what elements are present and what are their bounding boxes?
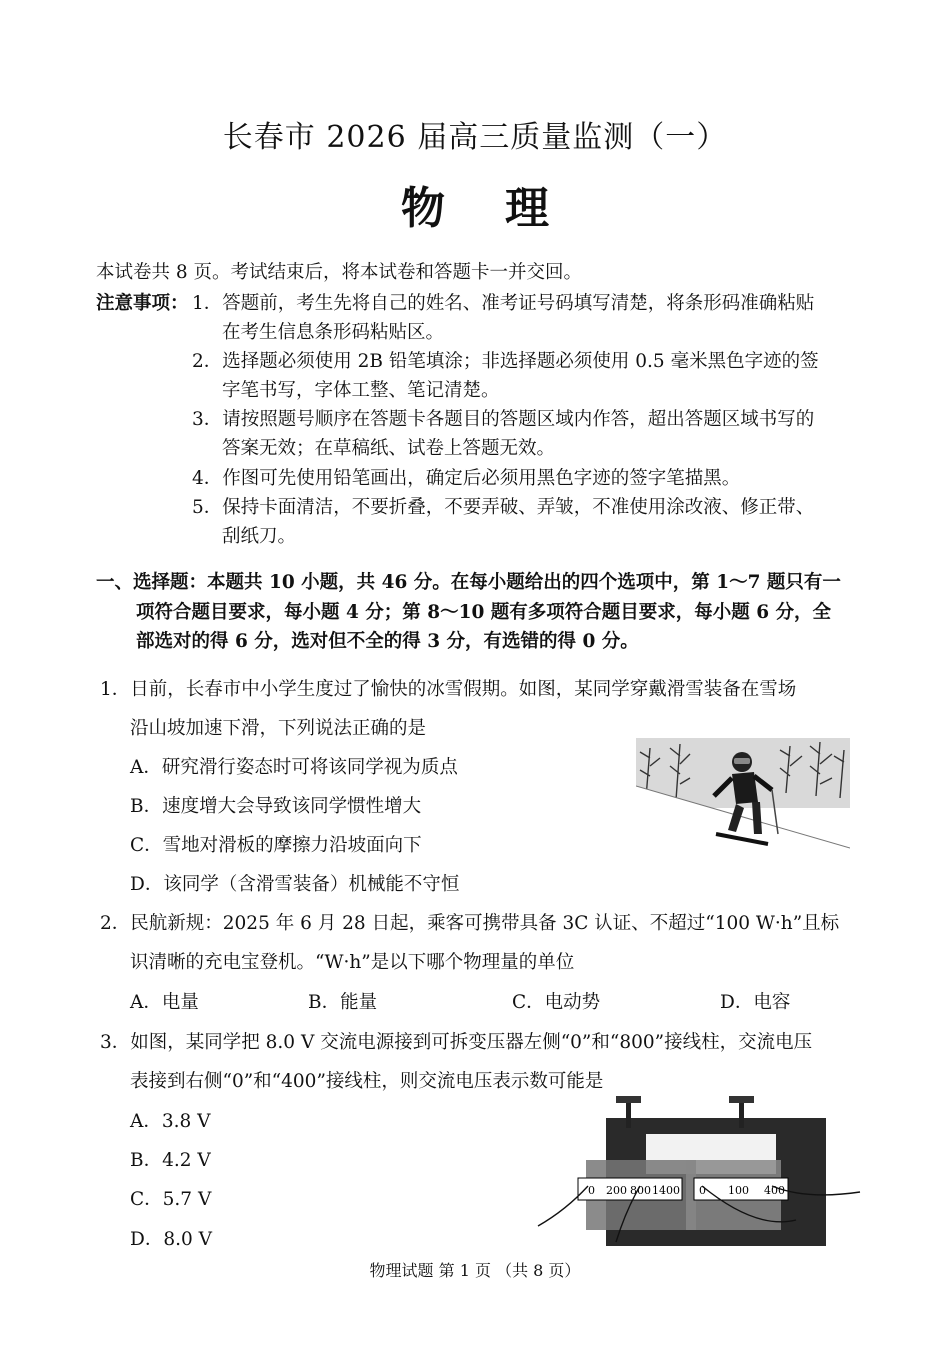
q1-option-b: B．速度增大会导致该同学惯性增大 [130,796,422,817]
left-terminal-1400: 1400 [652,1184,680,1197]
section1-line-3: 部选对的得 6 分，选对但不全的得 3 分，有选错的得 0 分。 [136,631,639,652]
subject-title: 物理 [401,183,609,234]
left-terminal-800: 800 [630,1184,651,1197]
notice-item-4-line-1: 4．作图可先使用铅笔画出，确定后必须用黑色字迹的签字笔描黑。 [192,468,741,489]
page-title: 长春市 2026 届高三质量监测（一） [222,120,728,155]
q1-stem-line-1: 1．日前，长春市中小学生度过了愉快的冰雪假期。如图，某同学穿戴滑雪装备在雪场 [100,679,797,700]
q1-stem-line-2: 沿山坡加速下滑，下列说法正确的是 [130,718,427,739]
transformer-figure [536,1090,866,1250]
q2-option-b: B．能量 [308,992,378,1013]
skier-figure [636,738,850,860]
q1-option-c: C．雪地对滑板的摩擦力沿坡面向下 [130,835,422,856]
left-terminal-200: 200 [606,1184,627,1197]
q3-option-c: C．5.7 V [130,1189,212,1210]
right-terminal-400: 400 [764,1184,785,1197]
q3-stem-line-1: 3．如图，某同学把 8.0 V 交流电源接到可拆变压器左侧“0”和“800”接线柱，交流电压 [100,1032,813,1053]
left-terminal-0: 0 [588,1184,595,1197]
q1-option-d: D．该同学（含滑雪装备）机械能不守恒 [130,874,460,895]
notice-item-5-line-2: 刮纸刀。 [222,526,297,547]
q3-option-d: D．8.0 V [130,1229,212,1250]
notice-item-3-line-2: 答案无效；在草稿纸、试卷上答题无效。 [222,438,556,459]
q2-option-c: C．电动势 [512,992,601,1013]
q1-option-a: A．研究滑行姿态时可将该同学视为质点 [130,757,458,778]
notice-item-5-line-1: 5．保持卡面清洁，不要折叠，不要弄破、弄皱，不准使用涂改液、修正带、 [192,497,815,518]
q3-stem-line-2: 表接到右侧“0”和“400”接线柱，则交流电压表示数可能是 [130,1071,604,1092]
notice-item-1-line-2: 在考生信息条形码粘贴区。 [222,322,445,343]
q2-stem-line-1: 2．民航新规：2025 年 6 月 28 日起，乘客可携带具备 3C 认证、不超过“100 W·h”且标 [100,913,840,934]
right-terminal-0: 0 [699,1184,706,1197]
notice-label: 注意事项： [96,293,189,314]
q2-option-d: D．电容 [720,992,791,1013]
page-footer: 物理试题 第 1 页 （共 8 页） [369,1261,581,1280]
intro-text: 本试卷共 8 页。考试结束后，将本试卷和答题卡一并交回。 [96,262,583,283]
section1-line-2: 项符合题目要求，每小题 4 分；第 8～10 题有多项符合题目要求，每小题 6 分，全 [136,602,832,623]
q3-option-a: A．3.8 V [130,1111,211,1132]
notice-item-2-line-2: 字笔书写，字体工整、笔记清楚。 [222,380,500,401]
notice-item-1-line-1: 1．答题前，考生先将自己的姓名、准考证号码填写清楚，将条形码准确粘贴 [192,293,815,314]
q2-option-a: A．电量 [130,992,199,1013]
right-terminal-100: 100 [728,1184,749,1197]
notice-item-2-line-1: 2．选择题必须使用 2B 铅笔填涂；非选择题必须使用 0.5 毫米黑色字迹的签 [192,351,819,372]
section1-line-1: 一、选择题：本题共 10 小题，共 46 分。在每小题给出的四个选项中，第 1～7 题只有一 [96,572,841,593]
notice-item-3-line-1: 3．请按照题号顺序在答题卡各题目的答题区域内作答，超出答题区域书写的 [192,409,815,430]
q2-stem-line-2: 识清晰的充电宝登机。“W·h”是以下哪个物理量的单位 [130,952,575,973]
q3-option-b: B．4.2 V [130,1150,211,1171]
